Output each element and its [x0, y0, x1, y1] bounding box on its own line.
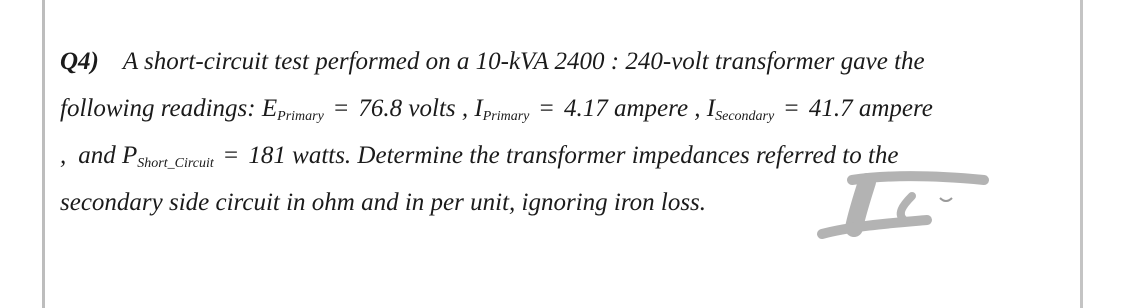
question-line-2	[60, 85, 1070, 132]
i-secondary-subscript: Secondary	[715, 109, 775, 124]
line1-text: A short-circuit test performed on a 10-kVA 2400 : 240-volt transformer gave the	[122, 48, 925, 75]
leading-comma: ,	[60, 142, 67, 169]
i-primary-value: 4.17 ampere , I	[564, 95, 716, 122]
question-line-1	[60, 38, 1070, 85]
i-primary-subscript: Primary	[482, 109, 530, 124]
equals-sign: =	[539, 95, 554, 122]
question-number: Q4)	[60, 48, 99, 75]
line4-text: secondary side circuit in ohm and in per unit, ignoring iron loss.	[60, 189, 707, 216]
line2-prefix: following readings: E	[60, 95, 278, 122]
e-primary-subscript: Primary	[277, 109, 324, 124]
line3-prefix: and P	[78, 142, 138, 169]
e-primary-value: 76.8 volts , I	[358, 95, 483, 122]
equals-sign: =	[334, 95, 349, 122]
redaction-scribble	[812, 168, 992, 248]
equals-sign: =	[224, 142, 239, 169]
p-short-circuit-subscript: Short_Circuit	[137, 156, 214, 171]
right-border	[1080, 0, 1083, 308]
left-border	[42, 0, 45, 308]
i-secondary-value: 41.7 ampere	[808, 95, 933, 122]
equals-sign: =	[784, 95, 799, 122]
p-short-circuit-value: 181 watts. Determine the transformer impedances referred to the	[248, 142, 899, 169]
